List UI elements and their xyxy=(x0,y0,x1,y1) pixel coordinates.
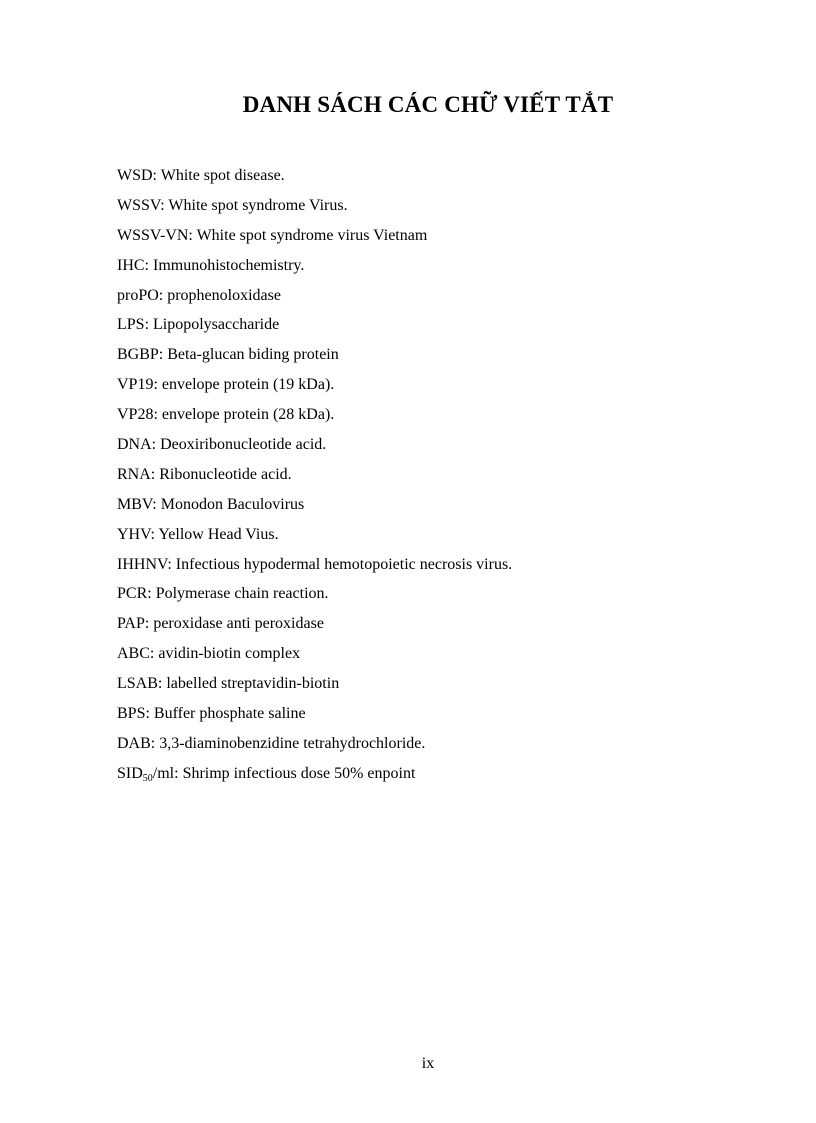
page-number: ix xyxy=(421,1055,435,1072)
abbreviation-item: RNA: Ribonucleotide acid. xyxy=(117,465,292,483)
abbreviation-item: DAB: 3,3-diaminobenzidine tetrahydrochloride. xyxy=(117,734,426,752)
abbreviation-item: IHHNV: Infectious hypodermal hemotopoietic necrosis virus. xyxy=(117,555,513,573)
abbreviation-item: LSAB: labelled streptavidin-biotin xyxy=(117,675,340,693)
abbreviation-item: LPS: Lipopolysaccharide xyxy=(117,316,280,334)
abbreviation-item: WSSV: White spot syndrome Virus. xyxy=(117,196,348,214)
abbreviation-item: BGBP: Beta-glucan biding protein xyxy=(117,346,339,364)
abbreviation-item: MBV: Monodon Baculovirus xyxy=(117,495,305,513)
abbreviation-item-sid50 xyxy=(117,762,512,792)
abbreviation-prefix: SID xyxy=(117,764,143,782)
abbreviation-item: VP19: envelope protein (19 kDa). xyxy=(117,376,335,394)
abbreviation-item: DNA: Deoxiribonucleotide acid. xyxy=(117,436,327,454)
abbreviation-list xyxy=(117,164,512,792)
abbreviation-subscript: 50 xyxy=(142,772,153,784)
abbreviation-item: BPS: Buffer phosphate saline xyxy=(117,705,306,723)
abbreviation-item: proPO: prophenoloxidase xyxy=(117,286,281,304)
abbreviation-item: WSSV-VN: White spot syndrome virus Vietnam xyxy=(117,226,428,244)
abbreviation-item: ABC: avidin-biotin complex xyxy=(117,645,301,663)
page-title: DANH SÁCH CÁC CHỮ VIẾT TẮT xyxy=(242,92,614,117)
abbreviation-item: PAP: peroxidase anti peroxidase xyxy=(117,615,324,633)
abbreviation-item: VP28: envelope protein (28 kDa). xyxy=(117,406,335,424)
abbreviation-item: WSD: White spot disease. xyxy=(117,167,285,184)
abbreviation-suffix: /ml: Shrimp infectious dose 50% enpoint xyxy=(152,764,416,782)
abbreviation-item: YHV: Yellow Head Vius. xyxy=(117,525,279,543)
abbreviation-item: IHC: Immunohistochemistry. xyxy=(117,256,305,274)
abbreviation-item: PCR: Polymerase chain reaction. xyxy=(117,585,329,603)
